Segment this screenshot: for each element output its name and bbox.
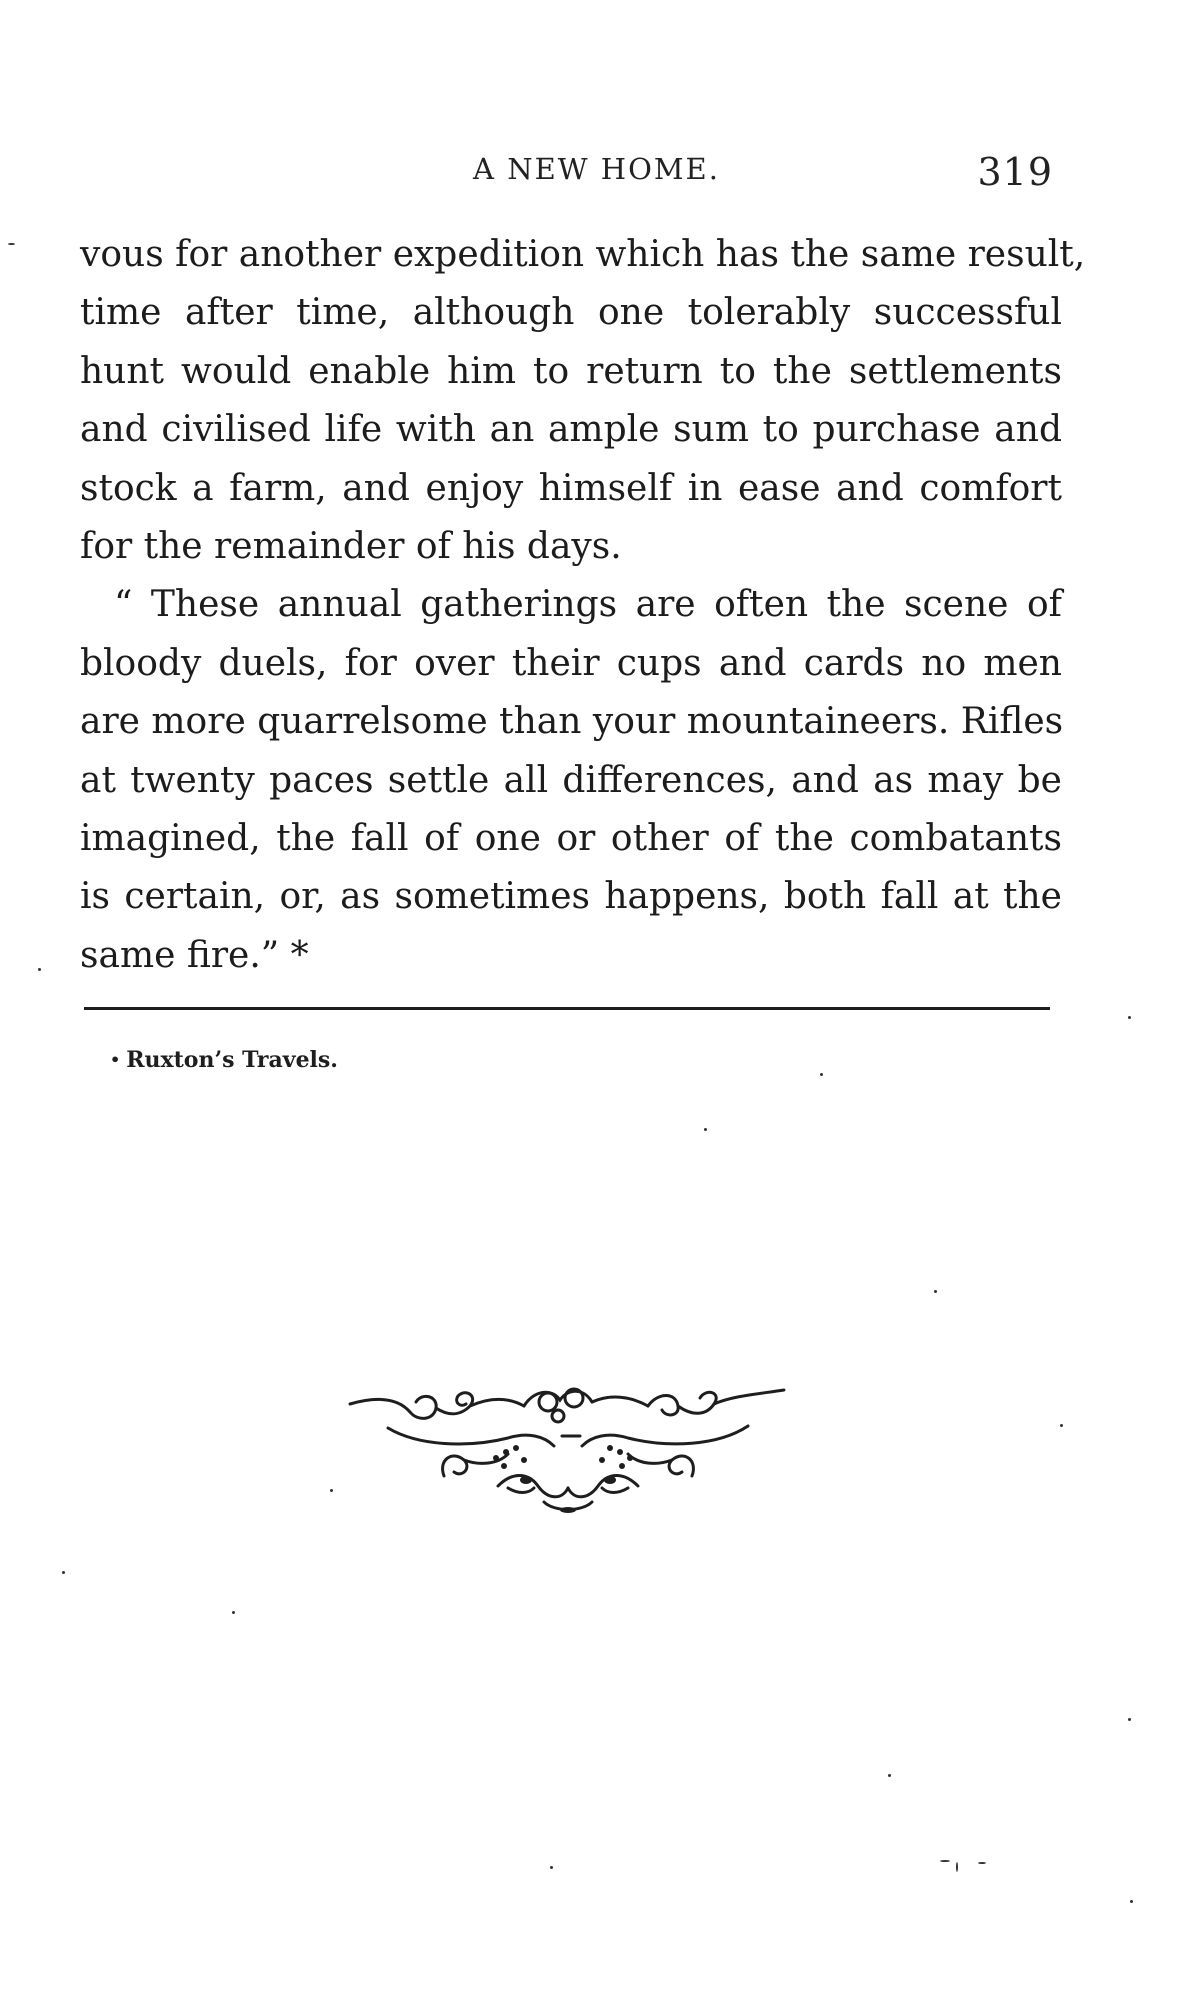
scan-speck xyxy=(978,1862,986,1864)
text-line: stock a farm, and enjoy himself in ease and comfort xyxy=(80,467,1062,509)
scan-speck xyxy=(1128,1718,1131,1721)
text-line: time after time, although one tolerably successful xyxy=(80,292,1062,334)
text-line: hunt would enable him to return to the settlements xyxy=(80,350,1062,392)
text-line: is certain, or, as sometimes happens, both fall at the xyxy=(80,876,1062,918)
scan-speck xyxy=(1128,1016,1131,1019)
running-title: A NEW HOME. xyxy=(473,152,720,186)
text-line: imagined, the fall of one or other of the combatants xyxy=(80,817,1062,859)
text-line: bloody duels, for over their cups and cards no men xyxy=(80,642,1062,684)
scan-speck xyxy=(8,243,15,245)
scan-speck xyxy=(330,1489,333,1492)
scan-speck xyxy=(934,1290,937,1293)
scan-speck xyxy=(940,1860,950,1862)
text-line: vous for another expedition which has the same result, xyxy=(80,234,1086,275)
scan-speck xyxy=(38,968,41,971)
running-head xyxy=(0,150,1193,194)
footnote xyxy=(110,1047,338,1073)
page-number: 319 xyxy=(977,150,1053,194)
text-line: for the remainder of his days. xyxy=(80,525,622,567)
scan-speck xyxy=(820,1073,823,1076)
decorative-scroll-tailpiece-icon xyxy=(348,1376,788,1516)
text-line: “ These annual gatherings are often the scene of xyxy=(114,584,1062,626)
footnote-marker: • xyxy=(110,1050,121,1069)
scan-speck xyxy=(888,1774,891,1777)
scan-speck xyxy=(550,1866,553,1869)
text-line: same fire.” * xyxy=(80,934,309,976)
footnote-rule xyxy=(84,1007,1050,1010)
paragraph-1 xyxy=(80,226,1086,576)
text-line: and civilised life with an ample sum to purchase and xyxy=(80,409,1062,451)
scan-speck xyxy=(1060,1424,1063,1427)
scan-speck xyxy=(704,1128,707,1131)
footnote-text: Ruxton’s Travels. xyxy=(126,1047,338,1073)
scan-speck xyxy=(956,1862,958,1872)
scan-speck xyxy=(1130,1900,1133,1903)
scan-speck xyxy=(232,1611,235,1614)
text-line: at twenty paces settle all differences, and as may be xyxy=(80,759,1062,801)
body-text xyxy=(80,226,1086,985)
paragraph-2 xyxy=(80,576,1062,985)
text-line: are more quarrelsome than your mountaineers. Rifles xyxy=(80,701,1064,743)
scan-speck xyxy=(62,1571,65,1574)
